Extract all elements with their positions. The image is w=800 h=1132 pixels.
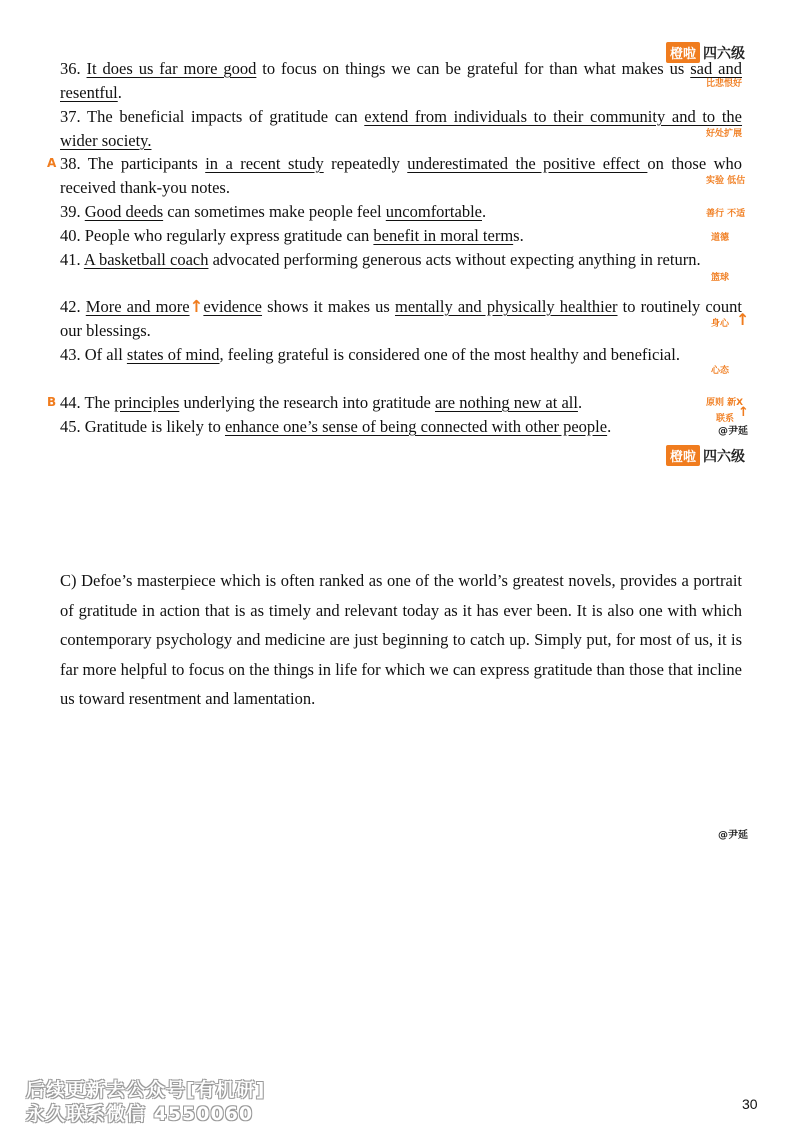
- question-44: [60, 391, 742, 415]
- question-text: Gratitude is likely to: [84, 417, 225, 436]
- question-text: can sometimes make people feel: [163, 202, 386, 221]
- question-text: , feeling grateful is considered one of the most healthy and beneficial.: [219, 345, 680, 364]
- note-44: 原则 新X: [706, 398, 744, 408]
- question-text: repeatedly: [323, 154, 408, 173]
- question-number: 37.: [60, 107, 87, 126]
- underlined-phrase: Good deeds: [84, 202, 164, 221]
- note-42-arrow: ↑: [736, 310, 750, 329]
- question-number: 40.: [60, 226, 85, 245]
- brand-level: 四六级: [703, 45, 746, 62]
- note-39: 善行 不适: [706, 209, 746, 219]
- underlined-phrase: enhance one’s sense of being connected with other people: [224, 417, 608, 436]
- question-text: to focus on things we can be grateful for than what makes us: [256, 59, 691, 78]
- question-37: [60, 105, 742, 153]
- brand-badge-mid: [666, 445, 745, 466]
- underlined-phrase: More and more: [85, 297, 190, 316]
- underlined-phrase: A basketball coach: [83, 250, 209, 269]
- brand-level-mid: 四六级: [703, 448, 746, 465]
- note-40: 道德: [711, 233, 730, 243]
- question-41: [60, 248, 742, 272]
- credit-top: @尹延: [718, 426, 748, 437]
- question-text: on those who received thank-you notes.: [60, 154, 742, 197]
- marker-a: A: [47, 156, 57, 170]
- question-39: [60, 200, 742, 224]
- question-number: 39.: [60, 202, 85, 221]
- page-number: 30: [742, 1096, 758, 1112]
- question-text: s.: [513, 226, 524, 245]
- question-text: to routinely count our blessings.: [60, 297, 743, 340]
- question-number: 41.: [60, 250, 84, 269]
- question-number: 44.: [60, 393, 85, 412]
- passage-c: C) Defoe’s masterpiece which is often ranked as one of the world’s greatest novels, provides a portrait of gratitude in action that is as timely and relevant today as it has ever been. It is also one with which contemporary psychology and medicine are just beginning to catch up. Simply put, for most of us, it is far more helpful to focus on the things in life for which we can express gratitude than those that incline us toward resentment and lamentation.: [60, 571, 742, 709]
- underlined-phrase: underestimated the positive effect: [407, 154, 648, 173]
- underlined-phrase: mentally and physically healthier: [394, 297, 618, 316]
- note-43: 心态: [711, 366, 730, 376]
- question-number: 43.: [60, 345, 85, 364]
- note-41: 篮球: [711, 273, 730, 283]
- question-text: .: [577, 393, 583, 412]
- note-45: 联系: [716, 414, 735, 424]
- brand-logo: 橙啦: [666, 42, 700, 63]
- question-text: The beneficial impacts of gratitude can: [87, 107, 365, 126]
- question-text: .: [607, 417, 612, 436]
- question-38: [60, 152, 742, 200]
- underlined-phrase: evidence: [203, 297, 263, 316]
- underlined-phrase: are nothing new at all: [434, 393, 578, 412]
- underlined-phrase: principles: [114, 393, 180, 412]
- note-36: 比悲恨好: [706, 79, 743, 89]
- question-36: [60, 57, 742, 105]
- question-text: Of all: [84, 345, 127, 364]
- underlined-phrase: in a recent study: [205, 154, 324, 173]
- underlined-phrase: It does us far more good: [86, 59, 257, 78]
- brand-logo-mid: 橙啦: [666, 445, 700, 466]
- question-text: The: [84, 393, 115, 412]
- question-text: underlying the research into gratitude: [179, 393, 435, 412]
- underlined-phrase: extend from individuals to their community and to the wider society.: [60, 107, 743, 150]
- question-text: People who regularly express gratitude can: [84, 226, 374, 245]
- question-42: [60, 295, 742, 343]
- question-text: advocated performing generous acts without expecting anything in return.: [208, 250, 701, 269]
- watermark-line-1: 后续更新去公众号[有机研]: [26, 1079, 266, 1101]
- question-number: 36.: [60, 59, 87, 78]
- note-37: 好处扩展: [706, 129, 743, 139]
- note-42: 身心: [711, 319, 730, 329]
- underlined-phrase: sad and resentful: [60, 59, 742, 102]
- watermark-line-2: 永久联系微信 4550060: [26, 1103, 254, 1125]
- up-arrow-icon: ↑: [189, 297, 204, 316]
- note-45-arrow: ↑: [738, 405, 749, 420]
- question-number: 45.: [60, 417, 85, 436]
- question-45: [60, 415, 742, 439]
- credit-bottom: @尹延: [718, 830, 748, 841]
- watermark: [26, 1078, 316, 1126]
- underlined-phrase: uncomfortable: [385, 202, 482, 221]
- question-43: [60, 343, 742, 367]
- marker-b: B: [47, 395, 57, 409]
- question-40: [60, 224, 742, 248]
- note-38: 实验 低估: [706, 176, 746, 186]
- underlined-phrase: states of mind: [126, 345, 220, 364]
- question-number: 42.: [60, 297, 86, 316]
- underlined-phrase: benefit in moral term: [373, 226, 514, 245]
- question-number: 38.: [60, 154, 88, 173]
- question-text: shows it makes us: [262, 297, 395, 316]
- question-text: .: [482, 202, 487, 221]
- question-text: The participants: [87, 154, 206, 173]
- question-text: .: [117, 83, 122, 102]
